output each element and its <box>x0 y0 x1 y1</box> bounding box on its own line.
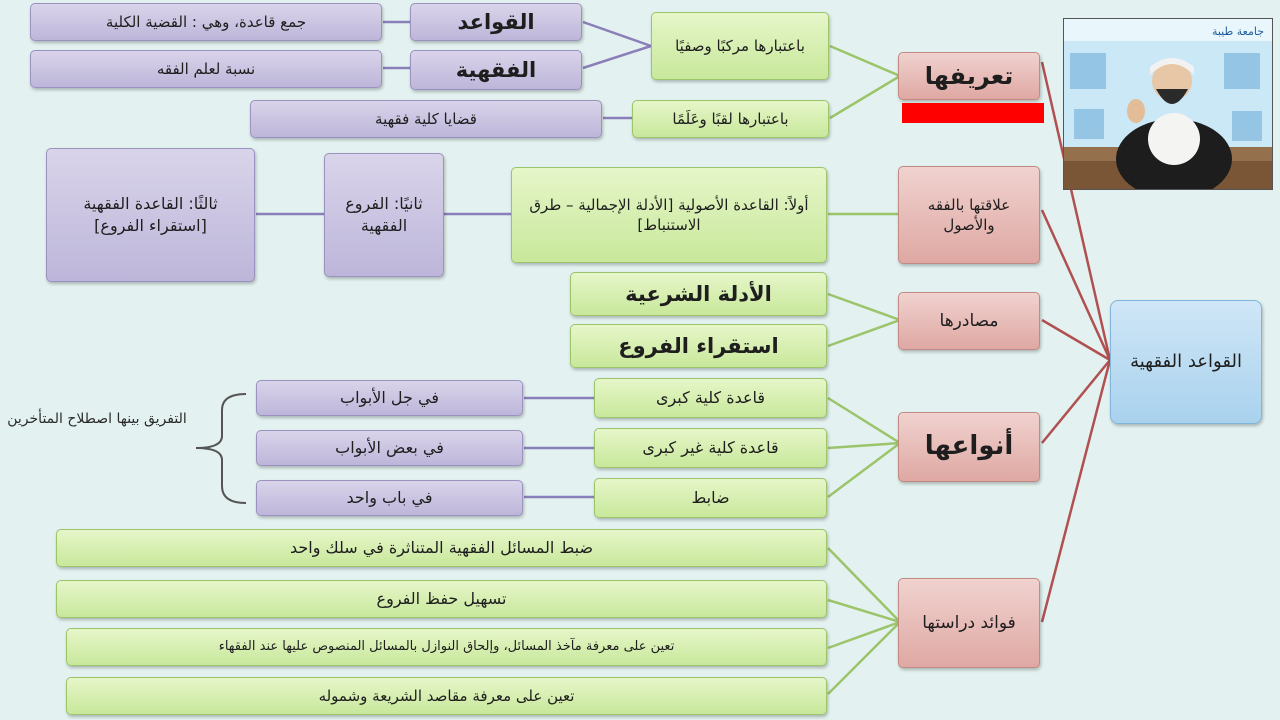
source-item: الأدلة الشرعية <box>570 272 827 316</box>
benefits-node: فوائد دراستها <box>898 578 1040 668</box>
term-fiqhiyya: الفقهية <box>410 50 582 90</box>
benefit-item: تعين على معرفة مآخذ المسائل، وإلحاق النوازل بالمسائل المنصوص عليها عند الفقهاء <box>66 628 827 666</box>
definition-compound: باعتبارها مركبًا وصفيًا <box>651 12 829 80</box>
definition-node: تعريفها <box>898 52 1040 100</box>
benefit-item: ضبط المسائل الفقهية المتناثرة في سلك واحد <box>56 529 827 567</box>
benefit-item: تعين على معرفة مقاصد الشريعة وشموله <box>66 677 827 715</box>
relation-third: ثالثًا: القاعدة الفقهية [استقراء الفروع] <box>46 148 255 282</box>
source-item: استقراء الفروع <box>570 324 827 368</box>
highlight-bar <box>902 103 1044 123</box>
distinction-note: التفريق بينها اصطلاح المتأخرين <box>7 411 187 427</box>
relation-second: ثانيًا: الفروع الفقهية <box>324 153 444 277</box>
sources-node: مصادرها <box>898 292 1040 350</box>
connector-root-benefits <box>1042 360 1110 622</box>
term-qawaid: القواعد <box>410 3 582 41</box>
benefit-item: تسهيل حفظ الفروع <box>56 580 827 618</box>
type-item: قاعدة كلية غير كبرى <box>594 428 827 468</box>
qawaid-definition: جمع قاعدة، وهي : القضية الكلية <box>30 3 382 41</box>
root-node: القواعد الفقهية <box>1110 300 1262 424</box>
lecturer-video-frame <box>1064 19 1272 189</box>
grouping-brace <box>196 394 246 503</box>
definition-title: باعتبارها لقبًا وعَلَمًا <box>632 100 829 138</box>
video-logo: جامعة طيبة <box>1211 25 1264 38</box>
title-definition: قضايا كلية فقهية <box>250 100 602 138</box>
relation-first: أولاً: القاعدة الأصولية [الأدلة الإجمالية – طرق الاستنباط] <box>511 167 827 263</box>
type-scope: في باب واحد <box>256 480 523 516</box>
fiqhiyya-definition: نسبة لعلم الفقه <box>30 50 382 88</box>
type-item: قاعدة كلية كبرى <box>594 378 827 418</box>
type-scope: في جل الأبواب <box>256 380 523 416</box>
types-node: أنواعها <box>898 412 1040 482</box>
lecturer-video <box>1063 18 1273 190</box>
type-scope: في بعض الأبواب <box>256 430 523 466</box>
relation-node: علاقتها بالفقه والأصول <box>898 166 1040 264</box>
connector-root-relation <box>1042 210 1110 360</box>
type-item: ضابط <box>594 478 827 518</box>
